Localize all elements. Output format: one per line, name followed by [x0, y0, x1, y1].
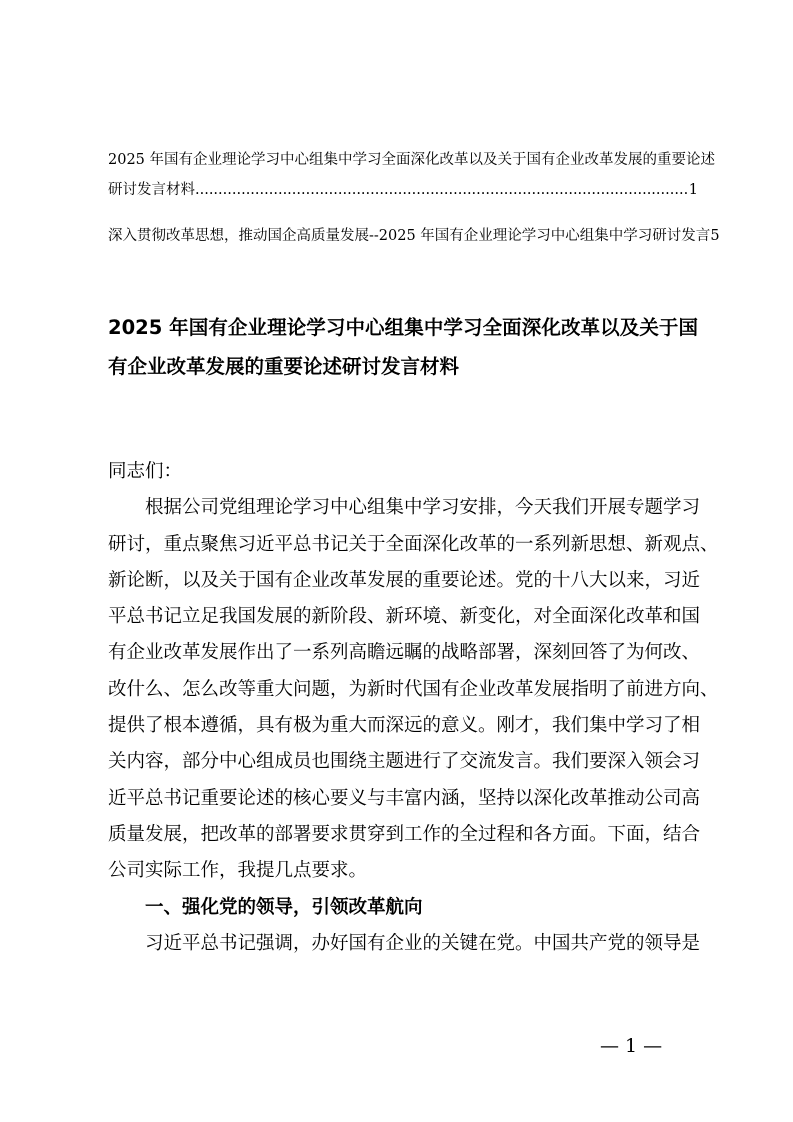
paragraph-1: 根据公司党组理论学习中心组集中学习安排，今天我们开展专题学习 研讨，重点聚焦习近平总书记关于全面深化改革的一系列新思想、新观点、 新论断，以及关于国有企业改革发展的重要论述。党的十八大以来，习近 平总书记立足我国发展的新阶段、新环境、新变化，对全面深化改革和国 有企业改革发展作出了一系列高瞻远瞩的战略部署，深刻回答了为何改、 改什么、怎么改等重大问题，为新时代国有企业改革发展指明了前进方向、 提供了根本遵循，具有极为重大而深远的意义。刚才，我们集中学习了相 关内容，部分中心组成员也围绕主题进行了交流发言。我们要深入领会习 近平总书记重要论述的核心要义与丰富内涵，坚持以深化改革推动公司高 质量发展，把改革的部署要求贯穿到工作的全过程和各方面。下面，结合 公司实际工作，我提几点要求。 — [108, 497, 719, 882]
document-title: 2025 年国有企业理论学习中心组集中学习全面深化改革以及关于国 有企业改革发展的重要论述研讨发言材料 — [108, 316, 698, 378]
paragraph-2: 习近平总书记强调，办好国有企业的关键在党。中国共产党的领导是 — [145, 932, 701, 954]
section-heading: 一、强化党的领导，引领改革航向 — [145, 896, 423, 918]
toc-entry-1[interactable]: 2025 年国有企业理论学习中心组集中学习全面深化改革以及关于国有企业改革发展的重要论述 研讨发言材料 ..... 1 — [108, 150, 698, 200]
document-body — [108, 454, 719, 962]
toc-page: 1 — [688, 182, 698, 198]
toc-page: 5 — [710, 228, 720, 244]
table-of-contents — [108, 150, 720, 246]
page-number: — 1 — — [600, 1035, 663, 1057]
toc-entry-2[interactable]: 深入贯彻改革思想，推动国企高质量发展--2025 年国有企业理论学习中心组集中学习研讨发言 5 — [108, 228, 720, 244]
salutation: 同志们： — [108, 461, 183, 482]
toc-leader-dots — [195, 180, 689, 200]
